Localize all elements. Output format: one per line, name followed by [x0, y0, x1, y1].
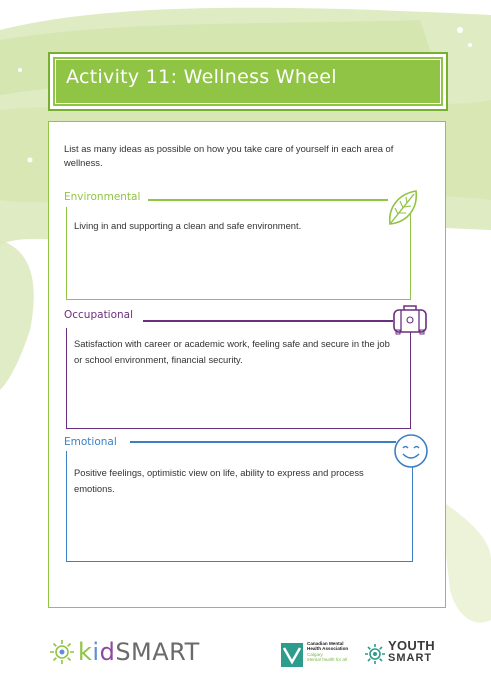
environmental-header-line [148, 199, 388, 201]
emotional-title: Emotional [64, 436, 120, 448]
cmha-line-4: Mental health for all [307, 657, 348, 663]
emotional-header-line [130, 441, 396, 443]
environmental-description: Living in and supporting a clean and safe environment. [74, 220, 302, 231]
environmental-title: Environmental [64, 191, 143, 203]
title-banner [48, 52, 448, 111]
cmha-logo-text [307, 641, 363, 663]
cmha-line-3: Calgary [307, 651, 323, 657]
cmha-line-2: Health Association [307, 646, 349, 652]
gear-icon [48, 638, 76, 666]
kidsmart-letter-k: k [78, 638, 93, 666]
page-title: Activity 11: Wellness Wheel [66, 66, 337, 88]
kidsmart-logo [78, 638, 200, 666]
occupational-title: Occupational [64, 309, 136, 321]
smiley-icon [392, 432, 430, 470]
intro-text: List as many ideas as possible on how you take care of yourself in each area of wellness. [64, 143, 394, 168]
suitcase-icon [390, 303, 430, 337]
kidsmart-smart: SMART [115, 638, 200, 666]
cmha-line-1: Canadian Mental [307, 641, 344, 646]
kidsmart-letter-d: d [99, 638, 116, 666]
youthsmart-line-2: SMART [388, 652, 433, 664]
leaf-icon [386, 188, 420, 228]
kidsmart-letter-i: i [92, 638, 100, 666]
youthsmart-line-1: YOUTH [388, 638, 435, 653]
youthsmart-logo [388, 640, 435, 664]
emotional-description: Positive feelings, optimistic view on life, ability to express and process emotions. [74, 467, 364, 494]
youthsmart-gear-icon [364, 642, 386, 666]
occupational-description: Satisfaction with career or academic work, feeling safe and secure in the job or school environment, financial security. [74, 338, 390, 365]
cmha-logo-icon [280, 642, 304, 668]
occupational-header-line [143, 320, 393, 322]
